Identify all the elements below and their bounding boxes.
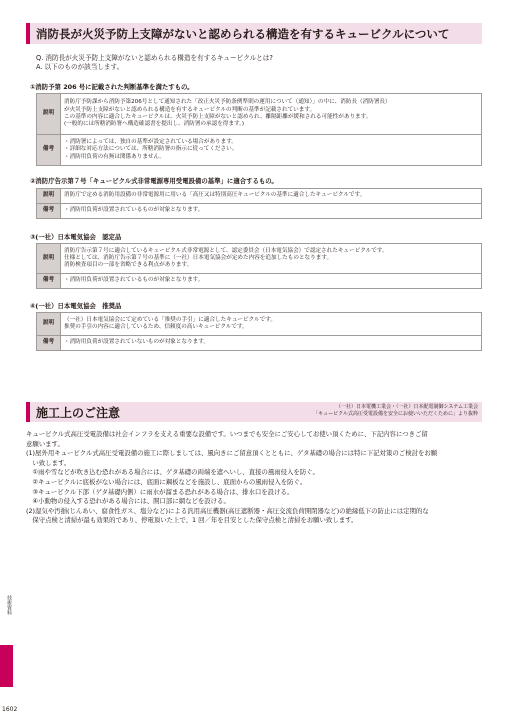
content-line: ・消防署によっては、独自の基準が設定されている場合があります。: [64, 139, 237, 146]
caution-title: 施工上のご注意: [36, 406, 121, 420]
row-label: 備考: [37, 336, 61, 351]
row-content: [61, 274, 482, 289]
content-line: ・消防用負荷が設置されていないものが対象となります。: [64, 339, 209, 346]
content-line: ・消防用負荷が設置されているものが対象となります。: [64, 277, 204, 284]
table-row: [37, 274, 482, 289]
table-row: [37, 94, 482, 135]
table-row: [37, 244, 482, 274]
content-line: 仕様としては、消防庁告示第７号の基準に（一社）日本電気協会が定めた内容を追加したものとなります。: [64, 254, 333, 261]
caution-line: ④小動物の侵入する恐れがある場合には、開口部に網などを設ける。: [26, 497, 230, 506]
caution-line: キュービクル式高圧受電設備は社会インフラを支える重要な設備です。いつまでも安全にご安心してお使い頂くために、下記内容につきご留: [26, 430, 428, 438]
row-content: [61, 244, 482, 274]
content-line: 消防庁で定める消防用設備の非常電源用に用いる「高圧又は特別高圧キュービクルの基準に適合したキュービクルです。: [64, 192, 366, 199]
row-content: [61, 94, 482, 135]
section-table-2: [36, 188, 482, 219]
caution-source: [313, 404, 478, 417]
content-line: ・消防用負荷の有無は関係ありません。: [64, 153, 166, 160]
content-line: が火災予防上支障がないと認められる構造を有するキュービクルの判断の基準が記載されています。: [64, 106, 316, 113]
section-table-1: [36, 93, 482, 166]
content-line: (一般的には所轄消防署へ構造確認書を提出し、消防署の承認を得ます。): [64, 121, 245, 128]
content-line: （一社）日本電気協会にて定めている「推奨の手引」に適合したキュービクルです。: [64, 316, 276, 323]
side-tab-marker: [0, 645, 13, 687]
section-heading-4: ④(一社）日本電気協会 推奨品: [30, 302, 122, 310]
table-row: [37, 189, 482, 204]
row-content: [61, 135, 482, 166]
content-line: 推奨の手引の内容に適合しているため、信頼度の高いキュービクルです。: [64, 324, 248, 330]
row-label: 説明: [37, 189, 61, 204]
content-line: ・消防用負荷が設置されているものが対象となります。: [64, 207, 204, 214]
caution-line: 意願います。: [26, 439, 64, 448]
section-table-4: [36, 312, 482, 351]
section-heading-1: ①消防予第 206 号に記載された判断基準を満たすもの。: [30, 83, 194, 91]
question-text: Q. 消防長が火災予防上支障がないと認められる構造を有するキュービクルとは?: [36, 54, 273, 62]
content-line: 消防検査項目の一部を省略できる利点があります。: [64, 262, 193, 269]
row-label: 備考: [37, 204, 61, 219]
table-row: [37, 313, 482, 336]
section-heading-3: ③(一社）日本電気協会 認定品: [30, 233, 122, 241]
section-table-3: [36, 243, 482, 289]
page-title-bar: [26, 23, 482, 44]
table-row: [37, 204, 482, 219]
content-line: この基準の内容に適合したキュービクルは、火災予防上支障がないと認められ、離隔距離が緩和される可能性があります。: [64, 114, 372, 120]
caution-line: (1)屋外用キュービクル式高圧受電設備の施工に際しましては、風向きにご留意頂くとともに、ゲタ基礎の場合には特に下記対策のご検討をお願: [26, 449, 438, 458]
row-content: [61, 336, 482, 351]
caution-line: い致します。: [26, 458, 71, 467]
caution-line: ②キュービクルに底板がない場合には、底面に鋼板などを施設し、底面からの風雨侵入を防ぐ。: [26, 477, 307, 486]
table-row: [37, 135, 482, 166]
caution-body: [26, 430, 486, 526]
caution-line: ③キュービクル下部（ゲタ基礎内側）に雨水が溜まる恐れがある場合は、排水口を設ける。: [26, 487, 294, 496]
row-label: 備考: [37, 274, 61, 289]
row-label: 説明: [37, 244, 61, 274]
content-line: 消防庁告示第７号に適合しているキュービクル式非常電源として、認定委員会（日本電気協会）で認定されたキュービクルです。: [64, 247, 388, 254]
row-label: 説明: [37, 94, 61, 135]
row-label: 説明: [37, 313, 61, 336]
caution-source-line: 「キュービクル式高圧受電設備を安全にお使いいただくために」より抜粋: [313, 410, 478, 417]
row-content: [61, 189, 482, 204]
content-line: 消防庁予防課から消防予第206号として通知された「改正火災予防条例準則の運用について（通知）」の中に、消防長（消防署長）: [64, 99, 391, 106]
table-row: [37, 336, 482, 351]
page-title: 消防長が火災予防上支障がないと認められる構造を有するキュービクルについて: [36, 27, 450, 41]
content-line: ・詳細な対応方法については、所轄消防署の指示に従ってください。: [64, 146, 238, 153]
row-label: 備考: [37, 135, 61, 166]
page-number: 1602: [2, 706, 18, 713]
row-content: [61, 313, 482, 336]
caution-line: 保守点検と清掃が最も効果的であり、停電頂いた上で、1 回／年を目安とした保守点検と清掃をお願い致します。: [26, 516, 358, 525]
side-label: 技術資料: [6, 595, 12, 615]
caution-line: (2)湿気や汚損(じんあい、腐食性ガス、塩分など)による汎用高圧機器(高圧遮断器・高圧交流負荷開閉器など)の絶縁低下の防止には定期的な: [26, 506, 429, 515]
row-content: [61, 204, 482, 219]
answer-text: A. 以下のものが該当します。: [36, 63, 124, 71]
caution-line: ①雨や雪などが吹き込む恐れがある場合には、ゲタ基礎の両端を遮へいし、直接の風雨侵入を防ぐ。: [26, 468, 319, 477]
caution-source-line: （一社）日本電機工業会・（一社）日本配電制御システム工業会: [335, 404, 478, 410]
section-heading-2: ②消防庁告示第７号「キュービクル式非常電源専用受電設備の基準」に適合するもの。: [30, 177, 278, 185]
caution-header: [26, 402, 482, 422]
